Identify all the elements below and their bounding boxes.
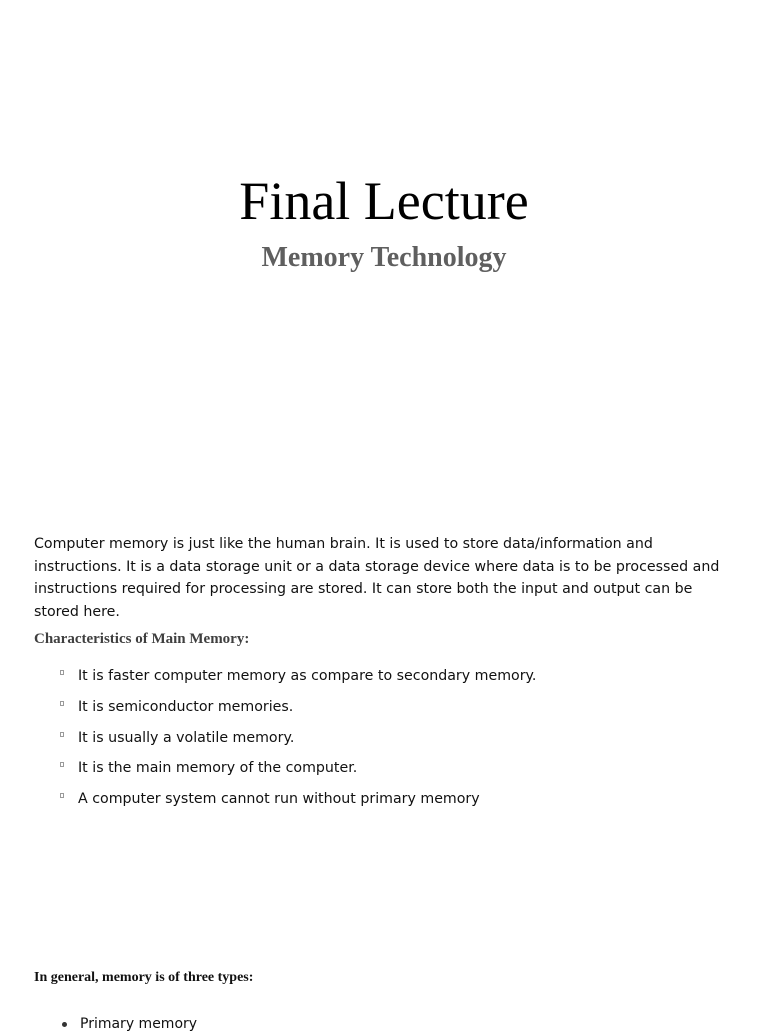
characteristics-list	[58, 664, 536, 818]
list-item	[58, 664, 536, 695]
list-item-text: Primary memory	[80, 1016, 198, 1032]
list-item	[58, 695, 536, 726]
list-item	[58, 726, 536, 757]
square-bullet-icon	[60, 762, 64, 767]
characteristics-heading: Characteristics of Main Memory:	[34, 631, 250, 647]
list-item-text: A computer system cannot run without primary memory	[78, 791, 480, 808]
list-item-text: It is semiconductor memories.	[78, 698, 294, 715]
list-item	[58, 787, 536, 818]
memory-types-heading: In general, memory is of three types:	[34, 970, 254, 985]
memory-types-list	[58, 1014, 197, 1034]
list-item	[58, 1014, 197, 1034]
list-item-text: It is the main memory of the computer.	[78, 760, 358, 777]
list-item	[58, 756, 536, 787]
square-bullet-icon	[60, 670, 64, 675]
page-title: Final Lecture	[239, 171, 529, 231]
square-bullet-icon	[60, 701, 64, 706]
round-bullet-icon	[62, 1022, 67, 1027]
square-bullet-icon	[60, 793, 64, 798]
square-bullet-icon	[60, 732, 64, 737]
list-item-text: It is usually a volatile memory.	[78, 729, 295, 746]
list-item-text: It is faster computer memory as compare to secondary memory.	[78, 668, 537, 684]
page-subtitle: Memory Technology	[261, 242, 507, 273]
intro-paragraph: Computer memory is just like the human brain. It is used to store data/information and instructions. It is a data storage unit or a data storage device where data is to be processed and instructions required for processing are stored. It can store both the input and output can be stored here.	[34, 536, 720, 620]
